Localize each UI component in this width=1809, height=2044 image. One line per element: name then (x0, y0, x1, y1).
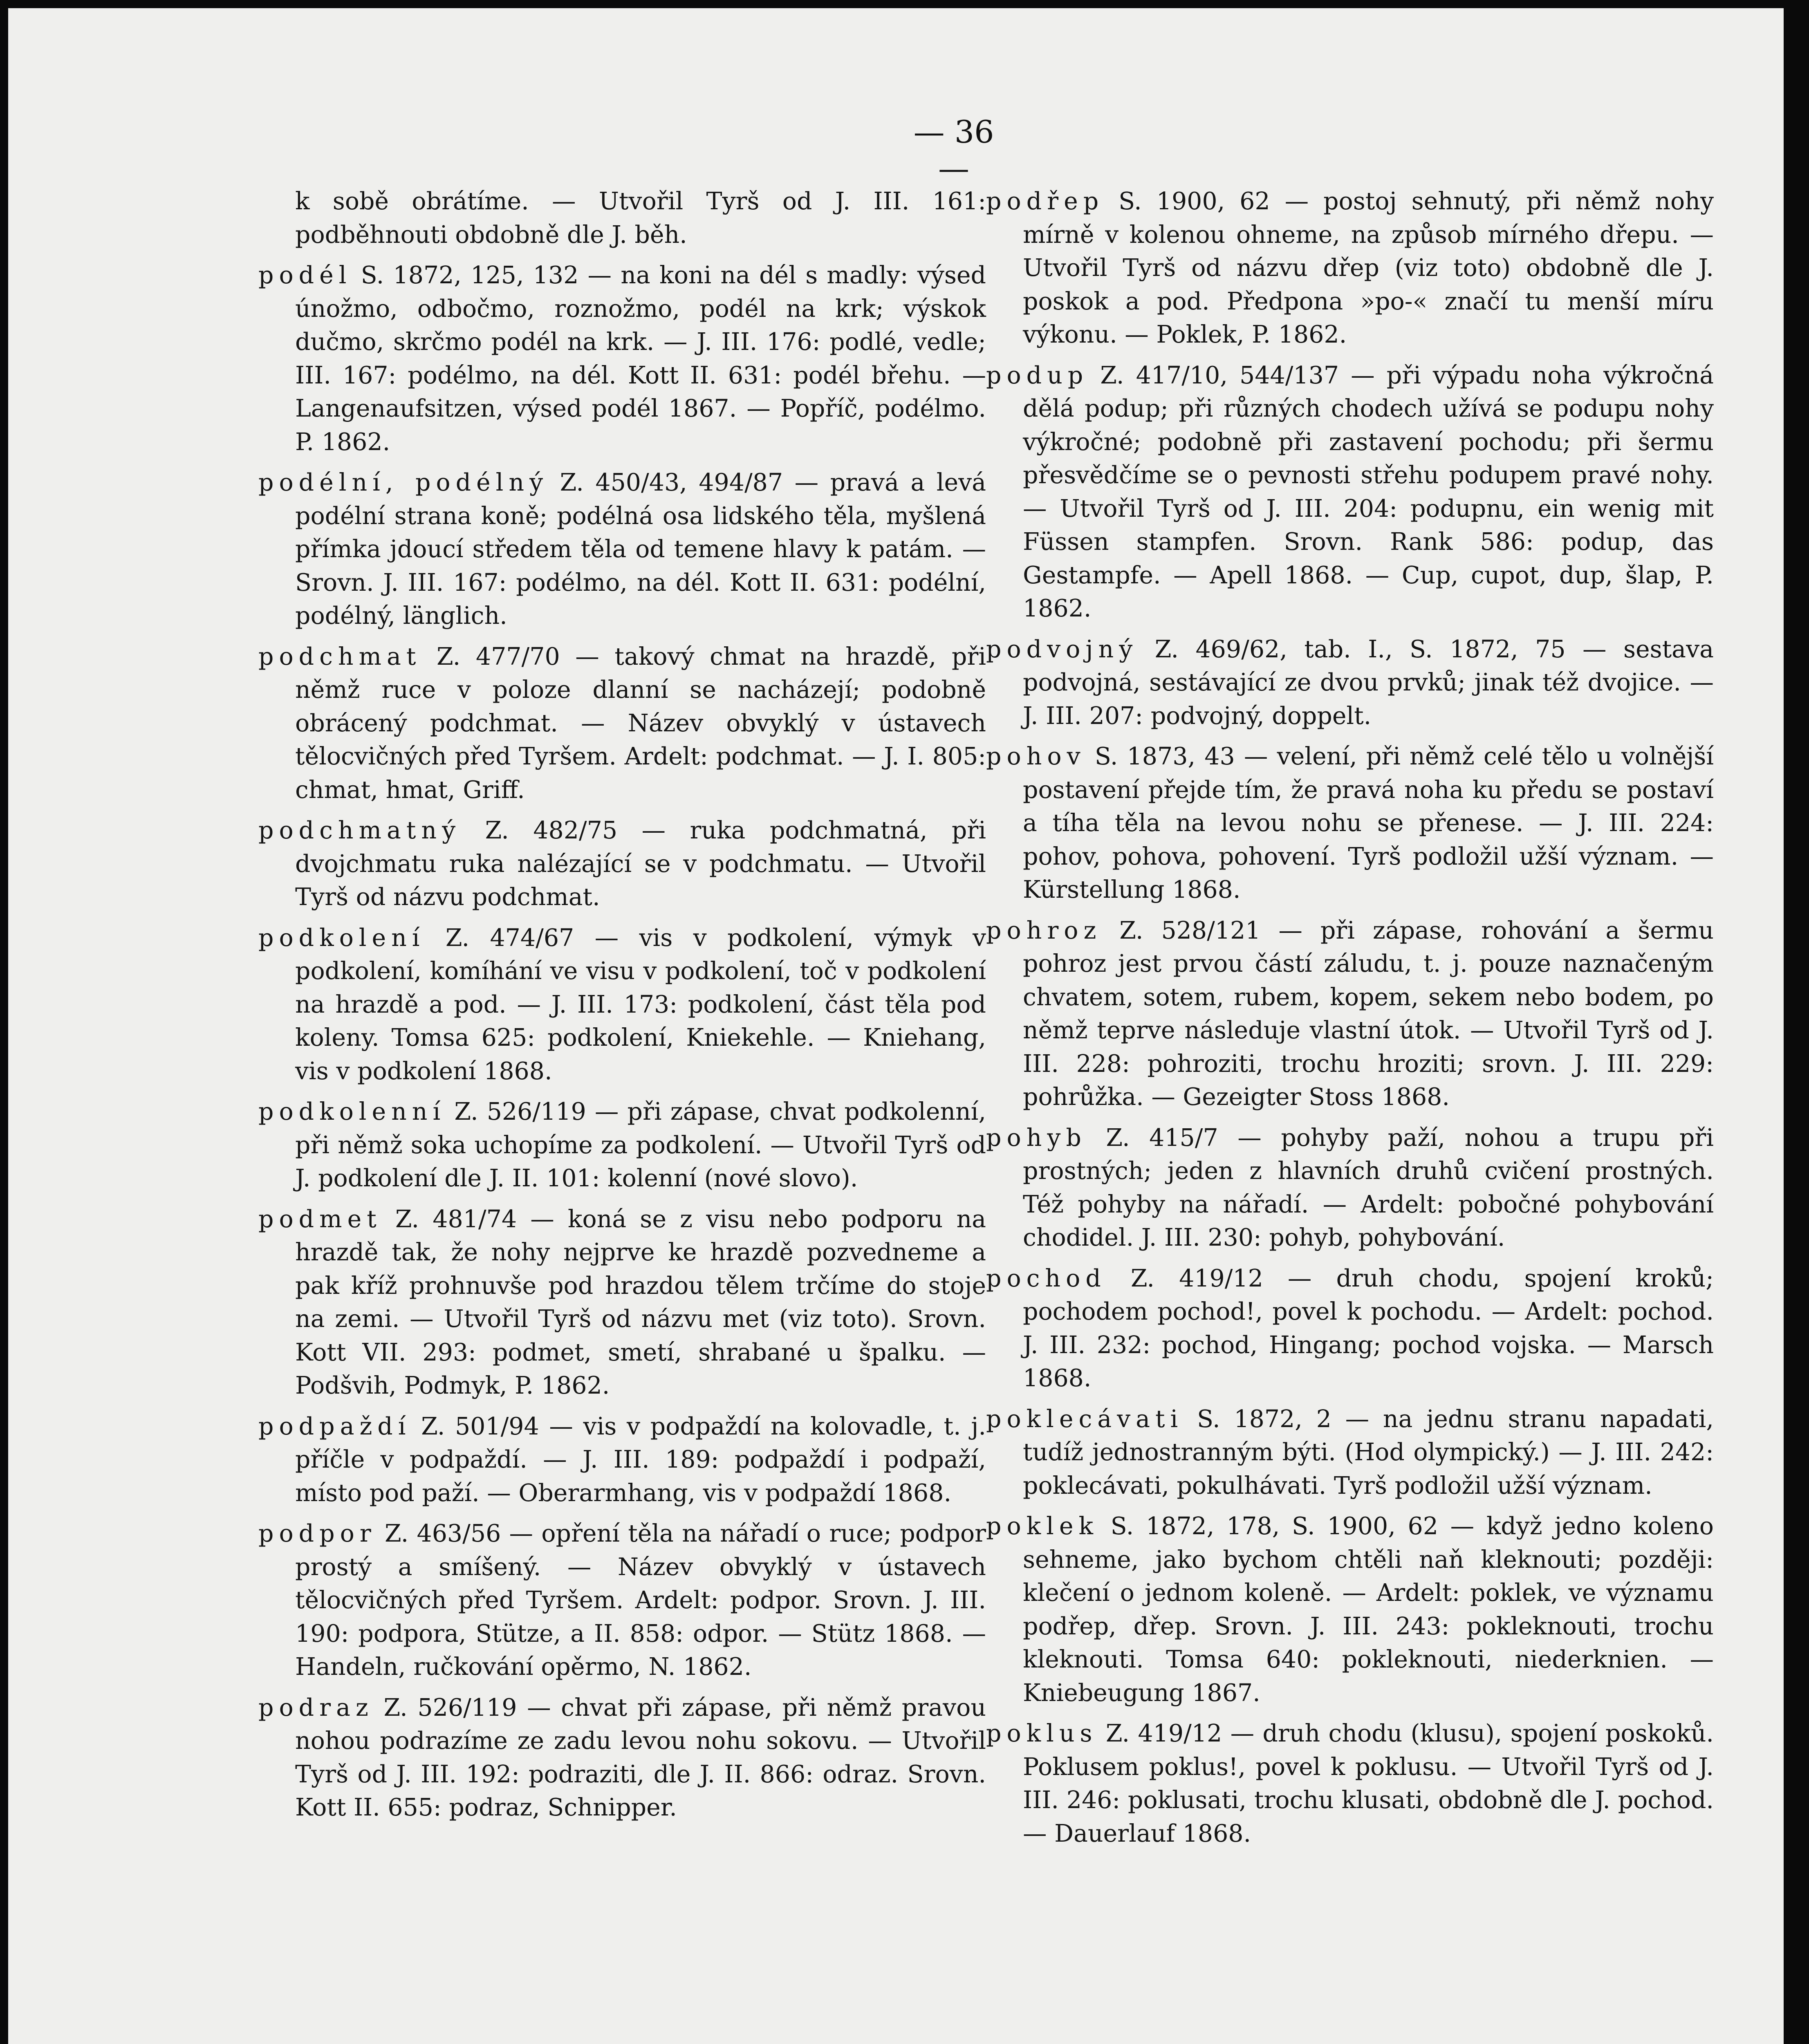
dictionary-entry (986, 914, 1714, 1114)
entry-text: Z. 501/94 — vis v podpaždí na kolovadle, t. j. příčle v podpaždí. — J. III. 189: podpaždí i podpaží, místo pod paží. — Oberarmhang, vis v podpaždí 1868. (295, 1412, 986, 1507)
entry-headword: podup (986, 361, 1089, 389)
dictionary-entry (258, 259, 986, 459)
entry-headword: poklecávati (986, 1405, 1184, 1433)
entry-text: S. 1900, 62 — postoj sehnutý, při němž nohy mírně v kolenou ohneme, na způsob mírného dřepu. — Utvořil Tyrš od názvu dřep (viz toto) obdobně dle J. poskok a pod. Předpona »po-« značí tu menší míru výkonu. — Poklek, P. 1862. (1023, 187, 1714, 348)
dictionary-entry (986, 740, 1714, 907)
entry-headword: podél (258, 261, 352, 289)
entry-headword: poklek (986, 1512, 1098, 1540)
entry-headword: podraz (258, 1693, 374, 1721)
dictionary-entry (258, 185, 986, 251)
entry-text: Z. 419/12 — druh chodu, spojení kroků; pochodem pochod!, povel k pochodu. — Ardelt: pochod. J. III. 232: pochod, Hingang; pochod vojska. — Marsch 1868. (1023, 1264, 1714, 1392)
dictionary-entry (986, 359, 1714, 625)
entry-text: Z. 477/70 — takový chmat na hrazdě, při němž ruce v poloze dlanní se nacházejí; podobně obrácený podchmat. — Název obvyklý v ústavech tělocvičných před Tyršem. Ardelt: podchmat. — J. I. 805: chmat, hmat, Griff. (295, 642, 986, 804)
dictionary-entry (986, 185, 1714, 352)
dictionary-entry (986, 1510, 1714, 1710)
entry-text: Z. 528/121 — při zápase, rohování a šermu pohroz jest prvou částí záludu, t. j. pouze naznačeným chvatem, sotem, rubem, kopem, sekem nebo bodem, po němž teprve následuje vlastní útok. — Utvořil Tyrš od J. III. 228: pohroziti, trochu hroziti; srovn. J. III. 229: pohrůžka. — Gezeigter Stoss 1868. (1023, 916, 1714, 1111)
left-column (258, 185, 986, 1832)
entry-text: Z. 481/74 — koná se z visu nebo podporu na hrazdě tak, že nohy nejprve ke hrazdě pozvedneme a pak kříž prohnuvše pod hrazdou tělem trčíme do stoje na zemi. — Utvořil Tyrš od názvu met (viz toto). Srovn. Kott VII. 293: podmet, smetí, shrabané u špalku. — Podšvih, Podmyk, P. 1862. (295, 1205, 986, 1399)
entry-headword: pohov (986, 742, 1086, 770)
entry-headword: podvojný (986, 635, 1138, 663)
right-column (986, 185, 1714, 1858)
entry-text: k sobě obrátíme. — Utvořil Tyrš od J. III. 161: podběhnouti obdobně dle J. běh. (295, 187, 986, 249)
entry-text: Z. 469/62, tab. I., S. 1872, 75 — sestava podvojná, sestávající ze dvou prvků; jinak též dvojice. — J. III. 207: podvojný, doppelt. (1023, 635, 1714, 730)
entry-headword: poklus (986, 1719, 1098, 1747)
entry-headword: podmet (258, 1205, 382, 1233)
entry-text: Z. 419/12 — druh chodu (klusu), spojení poskoků. Poklusem poklus!, povel k poklusu. — Utvořil Tyrš od J. III. 246: poklusati, trochu klusati, obdobně dle J. pochod. — Dauerlauf 1868. (1023, 1719, 1714, 1847)
entry-text: S. 1873, 43 — velení, při němž celé tělo u volnější postavení přejde tím, že pravá noha ku předu se postaví a tíha těla na levou nohu se přenese. — J. III. 224: pohov, pohova, pohovení. Tyrš podložil užší význam. — Kürstellung 1868. (1023, 742, 1714, 903)
dictionary-entry (258, 1410, 986, 1510)
entry-text: Z. 474/67 — vis v podkolení, výmyk v podkolení, komíhání ve visu v podkolení, toč v podkolení na hrazdě a pod. — J. III. 173: podkolení, část těla pod koleny. Tomsa 625: podkolení, Kniekehle. — Kniehang, vis v podkolení 1868. (295, 923, 986, 1085)
dictionary-entry (258, 466, 986, 633)
entry-headword: pochod (986, 1264, 1106, 1292)
entry-headword: podpaždí (258, 1412, 411, 1440)
entry-text: Z. 526/119 — chvat při zápase, při němž pravou nohou podrazíme ze zadu levou nohu sokovu. — Utvořil Tyrš od J. III. 192: podraziti, dle J. II. 866: odraz. Srovn. Kott II. 655: podraz, Schnipper. (295, 1693, 986, 1821)
entry-headword: pohroz (986, 916, 1102, 944)
entry-headword: podchmat (258, 642, 421, 670)
dictionary-entry (986, 1717, 1714, 1850)
page-number: — 36 — (913, 114, 994, 186)
dictionary-entry (986, 1121, 1714, 1255)
dictionary-entry (986, 1262, 1714, 1395)
entry-text: S. 1872, 2 — na jednu stranu napadati, tudíž jednostranným býti. (Hod olympický.) — J. III. 242: poklecávati, pokulhávati. Tyrš podložil užší význam. (1023, 1405, 1714, 1499)
entry-text: Z. 415/7 — pohyby paží, nohou a trupu při prostných; jeden z hlavních druhů cvičení prostných. Též pohyby na nářadí. — Ardelt: pobočné pohybování chodidel. J. III. 230: pohyb, pohybování. (1023, 1123, 1714, 1251)
entry-headword: podkolení (258, 923, 425, 952)
entry-text: S. 1872, 125, 132 — na koni na dél s madly: výsed únožmo, odbočmo, roznožmo, podél na krk; výskok dučmo, skrčmo podél na krk. — J. III. 176: podlé, vedle; III. 167: podélmo, na dél. Kott II. 631: podél břehu. — Langenaufsitzen, výsed podél 1867. — Popříč, podélmo. P. 1862. (295, 261, 986, 456)
entry-text: Z. 450/43, 494/87 — pravá a levá podélní strana koně; podélná osa lidského těla, myšlená přímka jdoucí středem těla od temene hlavy k patám. — Srovn. J. III. 167: podélmo, na dél. Kott II. 631: podélní, podélný, länglich. (295, 468, 986, 630)
dictionary-entry (258, 1691, 986, 1824)
entry-text: Z. 463/56 — opření těla na nářadí o ruce; podpor prostý a smíšený. — Název obvyklý v ústavech tělocvičných před Tyršem. Ardelt: podpor. Srovn. J. III. 190: podpora, Stütze, a II. 858: odpor. — Stütz 1868. — Handeln, ručkování opěrmo, N. 1862. (295, 1520, 986, 1681)
entry-text: Z. 526/119 — při zápase, chvat podkolenní, při němž soka uchopíme za podkolení. — Utvořil Tyrš od J. podkolení dle J. II. 101: kolenní (nové slovo). (295, 1098, 986, 1192)
entry-text: Z. 417/10, 544/137 — při výpadu noha výkročná dělá podup; při různých chodech užívá se podupu nohy výkročné; podobně při zastavení pochodu; při šermu přesvědčíme se o pevnosti střehu podupem pravé nohy. — Utvořil Tyrš od J. III. 204: podupnu, ein wenig mit Füssen stampfen. Srovn. Rank 586: podup, das Gestampfe. — Apell 1868. — Cup, cupot, dup, šlap, P. 1862. (1023, 361, 1714, 622)
entry-headword: podélní, podélný (258, 468, 549, 496)
dictionary-entry (258, 814, 986, 914)
entry-headword: pohyb (986, 1123, 1087, 1152)
dictionary-entry (258, 1517, 986, 1684)
dictionary-entry (258, 640, 986, 807)
entry-text: S. 1872, 178, S. 1900, 62 — když jedno koleno sehneme, jako bychom chtěli naň kleknouti; později: klečení o jednom koleně. — Ardelt: poklek, ve významu podřep, dřep. Srovn. J. III. 243: pokleknouti, trochu kleknouti. Tomsa 640: pokleknouti, niederknien. — Kniebeugung 1867. (1023, 1512, 1714, 1707)
dictionary-entry (986, 1403, 1714, 1503)
entry-headword: podřep (986, 187, 1104, 215)
dictionary-entry (258, 1095, 986, 1195)
entry-headword: podchmatný (258, 816, 461, 844)
dictionary-entry (258, 921, 986, 1088)
entry-headword: podkolenní (258, 1098, 446, 1125)
entry-text: Z. 482/75 — ruka podchmatná, při dvojchmatu ruka nalézající se v podchmatu. — Utvořil Tyrš od názvu podchmat. (295, 816, 986, 911)
dictionary-entry (258, 1203, 986, 1403)
entry-headword: podpor (258, 1520, 377, 1547)
dictionary-entry (986, 633, 1714, 733)
